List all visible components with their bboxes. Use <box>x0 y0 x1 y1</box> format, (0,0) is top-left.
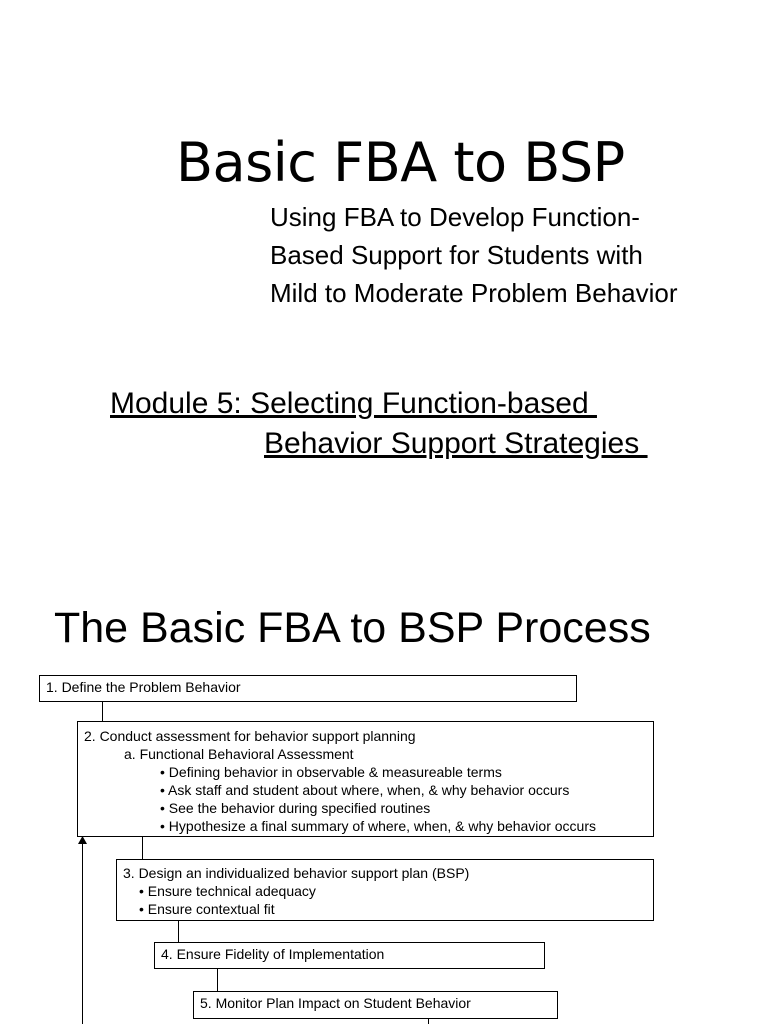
feedback-line <box>82 842 83 1024</box>
connector-line <box>102 701 103 721</box>
module-heading-line-1: Module 5: Selecting Function-based <box>110 387 597 420</box>
connector-line <box>178 921 179 942</box>
subtitle-line: Based Support for Students with <box>270 240 643 270</box>
feedback-line-stub <box>428 1019 429 1024</box>
module-heading-line-2: Behavior Support Strategies <box>264 427 648 460</box>
step-define-problem-behavior <box>39 675 577 702</box>
step-label: 4. Ensure Fidelity of Implementation <box>161 946 385 962</box>
connector-line <box>142 837 143 859</box>
bullet-item: • See the behavior during specified routines <box>160 800 431 816</box>
bullet-item: • Ask staff and student about where, when, & why behavior occurs <box>160 782 570 798</box>
subtitle-line: Mild to Moderate Problem Behavior <box>270 278 678 308</box>
step-label: 5. Monitor Plan Impact on Student Behavior <box>200 995 471 1011</box>
bullet-item: • Ensure technical adequacy <box>139 883 316 899</box>
subtitle-line: Using FBA to Develop Function- <box>270 202 640 232</box>
connector-line <box>217 969 218 991</box>
step-conduct-assessment <box>77 721 654 837</box>
step-design-bsp <box>116 859 654 921</box>
feedback-arrowhead-icon <box>78 836 87 844</box>
slide-title: Basic FBA to BSP <box>176 131 625 194</box>
bullet-item: • Defining behavior in observable & measureable terms <box>160 764 502 780</box>
bullet-item: • Ensure contextual fit <box>139 901 275 917</box>
step-heading: 2. Conduct assessment for behavior support planning <box>84 728 416 744</box>
step-subheading: a. Functional Behavioral Assessment <box>124 746 354 762</box>
step-heading: 3. Design an individualized behavior support plan (BSP) <box>123 865 470 881</box>
slide-subtitle <box>270 198 760 312</box>
bullet-item: • Hypothesize a final summary of where, when, & why behavior occurs <box>160 818 596 834</box>
process-slide-title: The Basic FBA to BSP Process <box>54 604 651 652</box>
step-label: 1. Define the Problem Behavior <box>46 679 241 695</box>
step-ensure-fidelity <box>154 942 545 969</box>
step-monitor-impact <box>193 991 558 1019</box>
